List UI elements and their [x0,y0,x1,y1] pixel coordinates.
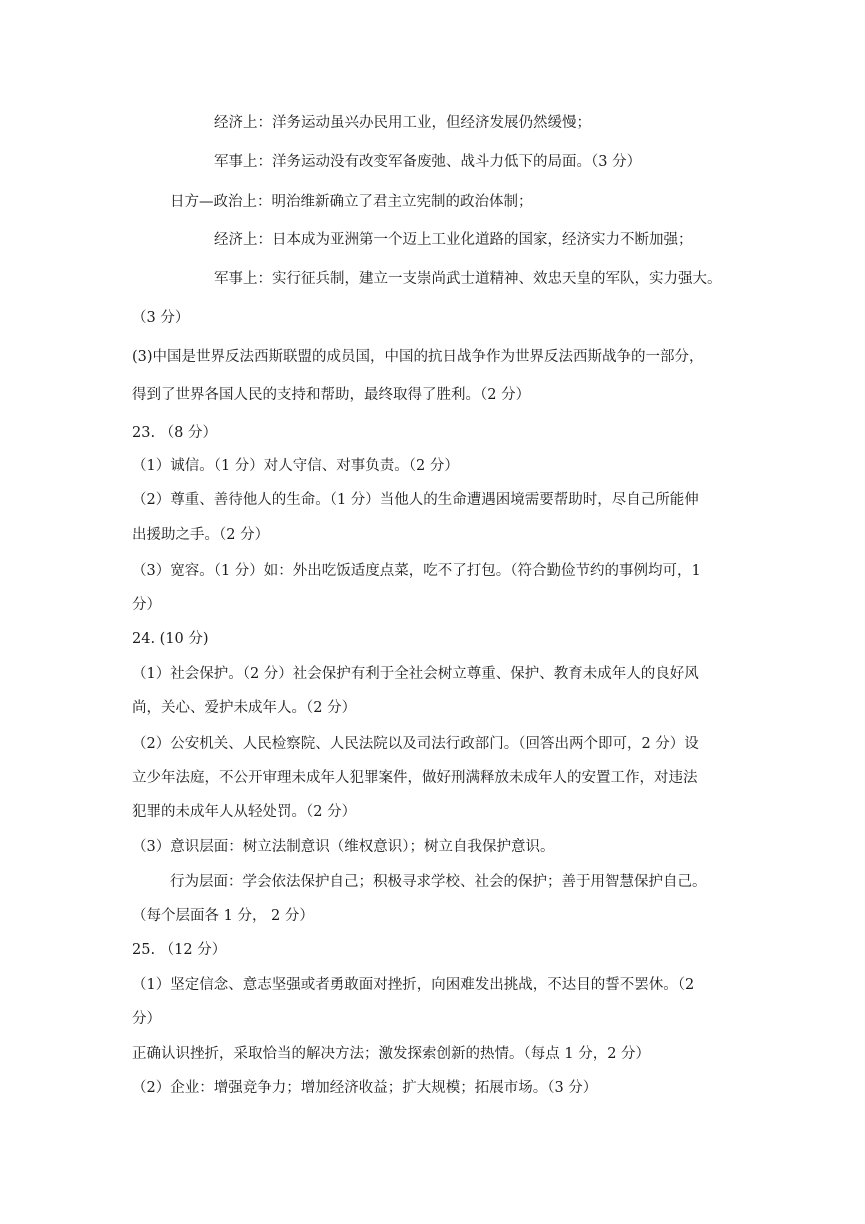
text-line: 军事上：洋务运动没有改变军备废弛、战斗力低下的局面。（3 分） [214,154,642,170]
question-heading: 24. (10 分) [132,631,209,647]
text-line: 日方—政治上：明治维新确立了君主立宪制的政治体制； [170,194,533,210]
text-line: 得到了世界各国人民的支持和帮助，最终取得了胜利。（2 分） [132,387,531,403]
text-line: （每个层面各 1 分， 2 分） [132,908,314,924]
text-line: （1）诚信。（1 分）对人守信、对事负责。（2 分） [132,458,459,474]
text-line: 经济上：洋务运动虽兴办民用工业，但经济发展仍然缓慢； [214,115,591,131]
text-line: （3）意识层面：树立法制意识（维权意识）；树立自我保护意识。 [132,839,555,855]
question-heading: 25. （12 分） [132,942,227,958]
text-line: 尚，关心、爱护未成年人。（2 分） [132,700,357,716]
text-line: 立少年法庭，不公开审理未成年人犯罪案件，做好刑满释放未成年人的安置工作，对违法 [132,770,698,786]
text-line: （3 分） [132,310,190,326]
text-line: 军事上：实行征兵制，建立一支崇尚武士道精神、效忠天皇的军队，实力强大。 [214,271,722,287]
text-line: 分） [132,597,161,613]
text-line: （3）宽容。（1 分）如：外出吃饭适度点菜，吃不了打包。（符合勤俭节约的事例均可，1 [132,563,701,579]
text-line: 犯罪的未成年人从轻处罚。（2 分） [132,804,357,820]
text-line: （2）尊重、善待他人的生命。（1 分）当他人的生命遭遇困境需要帮助时，尽自己所能伸 [132,492,699,508]
text-line: （2）公安机关、人民检察院、人民法院以及司法行政部门。（回答出两个即可，2 分）设 [132,736,699,752]
text-line: 行为层面：学会依法保护自己；积极寻求学校、社会的保护；善于用智慧保护自己。 [170,874,707,890]
text-line: （1）坚定信念、意志坚强或者勇敢面对挫折，向困难发出挑战，不达目的誓不罢休。（2 [132,977,695,993]
question-heading: 23. （8 分） [132,425,218,441]
text-line: 经济上：日本成为亚洲第一个迈上工业化道路的国家，经济实力不断加强； [214,232,693,248]
text-line: （1）社会保护。（2 分）社会保护有利于全社会树立尊重、保护、教育未成年人的良好风 [132,666,699,682]
text-line: 分） [132,1011,161,1027]
text-line: 正确认识挫折，采取恰当的解决方法；激发探索创新的热情。（每点 1 分，2 分） [132,1046,651,1062]
text-line: 出援助之手。（2 分） [132,527,270,543]
text-line: (3)中国是世界反法西斯联盟的成员国，中国的抗日战争作为世界反法西斯战争的一部分， [132,349,704,365]
text-line: （2）企业：增强竞争力；增加经济收益；扩大规模；拓展市场。（3 分） [132,1080,598,1096]
